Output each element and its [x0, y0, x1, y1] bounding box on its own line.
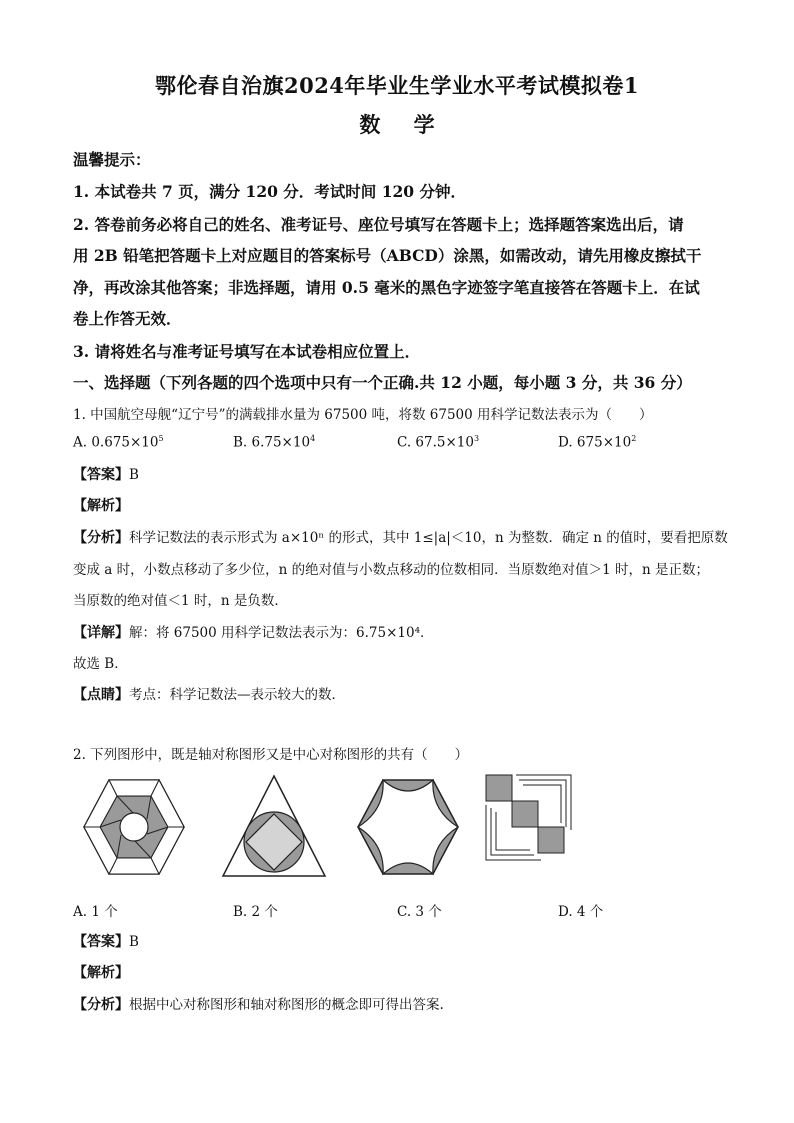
q1-option-b-exp: 4 — [310, 434, 316, 443]
q1-option-a-label: A. 0.675×10 — [73, 434, 159, 451]
q1-fenxi-line-2: 变成 a 时，小数点移动了多少位，n 的绝对值与小数点移动的位数相同．当原数绝对值＞1 时，n 是正数； — [73, 562, 709, 578]
q1-option-d-label: D. 675×10 — [558, 434, 632, 451]
subject-title: 数 学 — [359, 112, 435, 137]
q1-xiangjie-text: 解：将 67500 用科学记数法表示为：6.75×10⁴． — [129, 625, 434, 641]
q1-fenxi-tag: 【分析】 — [73, 530, 129, 546]
page-title: 鄂伦春自治旗2024年毕业生学业水平考试模拟卷1 — [154, 73, 640, 98]
q1-dianjing-text: 考点：科学记数法—表示较大的数． — [129, 687, 345, 703]
tip-2-line-4: 卷上作答无效． — [73, 309, 182, 328]
q1-option-d — [558, 434, 636, 451]
q2-option-d: D. 4 个 — [558, 904, 604, 920]
q1-answer-tag: 【答案】 — [73, 467, 129, 483]
tip-3: 3. 请将姓名与准考证号填写在本试卷相应位置上． — [73, 342, 421, 361]
q1-conclusion: 故选 B． — [73, 656, 128, 672]
squares-corners-figure — [483, 772, 579, 876]
hexagon-arcs-figure — [353, 772, 463, 882]
q1-option-c-exp: 3 — [473, 434, 480, 443]
q1-answer — [73, 464, 733, 484]
q1-fenxi-text-1: 科学记数法的表示形式为 a×10ⁿ 的形式，其中 1≤|a|＜10，n 为整数．确定 n 的值时，要看把原数 — [129, 530, 728, 546]
q2-fenxi-tag: 【分析】 — [73, 997, 129, 1013]
q1-option-a-exp: 5 — [158, 434, 164, 443]
q1-dianjing-tag: 【点睛】 — [73, 687, 129, 703]
q2-figures — [73, 772, 593, 892]
q1-option-c — [397, 434, 479, 451]
question-1-stem: 1. 中国航空母舰“辽宁号”的满载排水量为 67500 吨，将数 67500 用科学记数法表示为（ ） — [73, 407, 653, 423]
tip-1: 1. 本试卷共 7 页，满分 120 分．考试时间 120 分钟． — [73, 182, 466, 201]
q2-analysis-tag: 【解析】 — [73, 965, 129, 981]
tips-heading: 温馨提示： — [73, 150, 151, 169]
q1-answer-value: B — [129, 467, 139, 483]
q2-fenxi-text: 根据中心对称图形和轴对称图形的概念即可得出答案. — [129, 997, 444, 1013]
q1-option-b — [233, 434, 315, 451]
q1-analysis-tag: 【解析】 — [73, 498, 129, 514]
tip-2-line-3: 净，再改涂其他答案；非选择题，请用 0.5 毫米的黑色字迹签字笔直接答在答题卡上．在试 — [73, 278, 700, 297]
q1-option-a — [73, 434, 164, 451]
tip-2-line-2: 用 2B 铅笔把答题卡上对应题目的答案标号（ABCD）涂黑，如需改动，请先用橡皮擦拭干 — [73, 246, 702, 265]
q1-option-b-label: B. 6.75×10 — [233, 434, 311, 451]
q1-fenxi-line-1 — [73, 526, 733, 547]
q1-xiangjie-tag: 【详解】 — [73, 625, 129, 641]
q2-answer-tag: 【答案】 — [73, 934, 129, 950]
hexagon-pinwheel-figure — [79, 772, 189, 882]
q2-fenxi — [73, 993, 733, 1014]
section-heading: 一、选择题（下列各题的四个选项中只有一个正确.共 12 小题，每小题 3 分，共 36 分） — [73, 373, 692, 392]
q2-option-c: C. 3 个 — [397, 904, 442, 920]
q1-dianjing — [73, 683, 733, 704]
q2-option-a: A. 1 个 — [73, 904, 118, 920]
tip-2-line-1: 2. 答卷前务必将自己的姓名、准考证号、座位号填写在答题卡上；选择题答案选出后，请 — [73, 215, 684, 234]
triangle-square-circle-figure — [219, 772, 329, 884]
q2-answer-value: B — [129, 934, 139, 950]
q1-fenxi-line-3: 当原数的绝对值＜1 时，n 是负数． — [73, 593, 288, 609]
q1-xiangjie — [73, 621, 733, 642]
q1-option-d-exp: 2 — [631, 434, 637, 443]
question-2-stem: 2. 下列图形中，既是轴对称图形又是中心对称图形的共有（ ） — [73, 747, 469, 763]
q2-answer — [73, 931, 733, 951]
q2-option-b: B. 2 个 — [233, 904, 278, 920]
q1-option-c-label: C. 67.5×10 — [397, 434, 474, 451]
